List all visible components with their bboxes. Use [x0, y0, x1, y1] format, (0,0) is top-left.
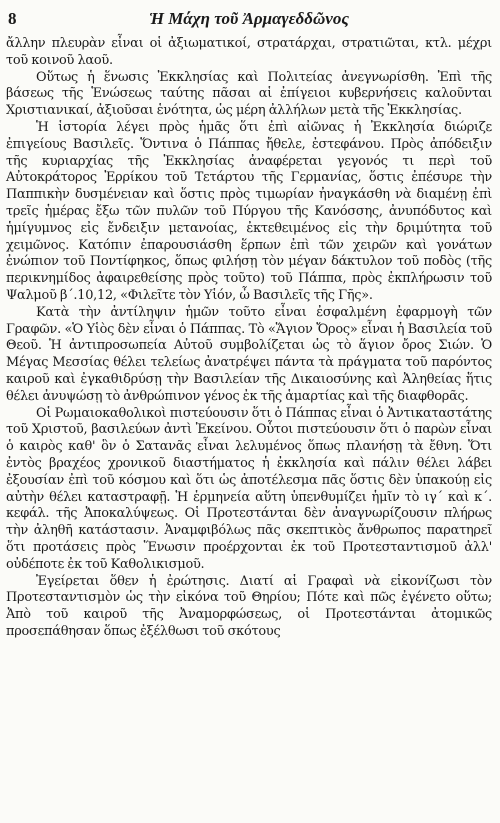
page-number: 8 [8, 9, 17, 28]
body-text [6, 36, 492, 641]
paragraph: Οἱ Ρωμαιοκαθολικοὶ πιστεύουσιν ὅτι ὁ Πάππας εἶναι ὁ Ἀντικαταστάτης τοῦ Χριστοῦ, βασιλεύων ἀντὶ Ἐκείνου. Οὗτοι πιστεύουσιν ὅτι ὁ παρὼν εἶναι ὁ καιρὸς καθ' ὃν ὁ Σατανᾶς εἶναι λελυμένος ὅπως πλανήσῃ τὰ ἔθνη. Ὅτι ἐντὸς βραχέος χρονικοῦ διαστήματος ἡ ἐκκλησία καὶ πάλιν θέλει λάβει ἐξουσίαν ἐπὶ τοῦ κόσμου καὶ ὅτι ὡς ἀποτέλεσμα πᾶς ὅστις δὲν ὑπακούῃ εἰς αὐτὴν θέλει καταστραφῇ. Ἡ ἑρμηνεία αὕτη ὑπενθυμίζει ἡμῖν τὸ ιγ΄ καὶ κ΄. κεφάλ. τῆς Ἀποκαλύψεως. Οἱ Προτεστάνται δὲν ἀναγνωρίζουσιν πλήρως τὴν ἀληθῆ κατάστασιν. Ἀναμφιβόλως πᾶς σκεπτικὸς ἄνθρωπος παρατηρεῖ ὅτι προτάσεις πρὸς Ἕνωσιν προέρχονται ἐκ τοῦ Προτεσταντισμοῦ ἀλλ' οὐδέποτε ἐκ τοῦ Καθολικισμοῦ. [6, 405, 492, 572]
paragraph: Ἡ ἱστορία λέγει πρὸς ἡμᾶς ὅτι ἐπὶ αἰῶνας ἡ Ἐκκλησία διώριζε ἐπιγείους Βασιλεῖς. Ὅντινα ὁ Πάππας ἤθελε, ἐστεφάνου. Πρὸς ἀπόδειξιν τῆς κυριαρχίας τῆς Ἐκκλησίας ἀναφέρεται γεγονός τι περὶ τοῦ Αὐτοκράτορος Ἐρρίκου τοῦ Τετάρτου τῆς Γερμανίας, ὅστις ἐπέσυρε τὴν Παππικὴν δυσμένειαν καὶ ὅστις πρὸς τιμωρίαν ἠναγκάσθη νὰ διαμένῃ ἐπὶ τρεῖς ἡμέρας ἔξω τῶν πυλῶν τοῦ Πύργου τῆς Κανόσσης, ἀνυπόδυτος καὶ ἡμίγυμνος εἰς ἔνδειξιν μετανοίας, ἐκτεθειμένος εἰς τὴν δριμύτητα τοῦ χειμῶνος. Κατόπιν ἐπαρουσιάσθη ἕρπων ἐπὶ τῶν χειρῶν καὶ γονάτων ἐνώπιον τοῦ Ποντίφηκος, ὅπως φιλήσῃ τὸν μέγαν δάκτυλον τοῦ ποδὸς (τῆς περικνημίδος ἀφαιρεθείσης πρὸς τοῦτο) τοῦ Πάππα, πρὸς ἐκπλήρωσιν τοῦ Ψαλμοῦ β΄.10,12, «Φιλεῖτε τὸν Υἱόν, ὦ Βασιλεῖς τῆς Γῆς». [6, 119, 492, 303]
paragraph: Ἐγείρεται ὅθεν ἡ ἐρώτησις. Διατί αἱ Γραφαὶ νὰ εἰκονίζωσι τὸν Προτεσταντισμὸν ὡς τὴν εἰκόνα τοῦ Θηρίου; Πότε καὶ πῶς ἐγένετο οὕτω; Ἀπὸ τοῦ καιροῦ τῆς Ἀναμορφώσεως, οἱ Προτεστάνται ἀτομικῶς προσεπάθησαν ὅπως ἐξέλθωσι τοῦ σκότους [6, 573, 492, 639]
paragraph: ἄλλην πλευρὰν εἶναι οἱ ἀξιωματικοί, στρατάρχαι, στρατιῶται, κτλ. μέχρι τοῦ κοινοῦ λαοῦ. [6, 36, 492, 68]
running-title: Ἡ Μάχη τοῦ Ἀρμαγεδδῶνος [149, 9, 349, 28]
paragraph: Οὕτως ἡ ἕνωσις Ἐκκλησίας καὶ Πολιτείας ἀνεγνωρίσθη. Ἐπὶ τῆς βάσεως τῆς Ἑνώσεως ταύτης πᾶσαι αἱ ἐπίγειοι κυβερνήσεις καλοῦνται Χριστιανικαί, ἀξιοῦσαι ἑνότητα, ὡς μέρη ἀλλήλων μετὰ τῆς Ἐκκλησίας. [6, 69, 492, 119]
page-header [8, 8, 490, 32]
paragraph: Κατὰ τὴν ἀντίληψιν ἡμῶν τοῦτο εἶναι ἐσφαλμένη ἐφαρμογὴ τῶν Γραφῶν. «Ὁ Υἱὸς δὲν εἶναι ὁ Πάππας. Τὸ «Ἅγιον Ὄρος» εἶναι ἡ Βασιλεία τοῦ Θεοῦ. Ἡ ἀντιπροσωπεία Αὐτοῦ συμβολίζεται ὡς τὸ ἅγιον ὄρος Σιών. Ὁ Μέγας Μεσσίας θέλει τελείως ἀνατρέψει πάντα τὰ πράγματα τοῦ παρόντος καιροῦ καὶ ἐγκαθιδρύσῃ τὴν Βασιλείαν τῆς Δικαιοσύνης καὶ Ἀληθείας ἥτις θέλει ἀνυψώσῃ τὸ ἀνθρώπινον γένος ἐκ τῆς ἁμαρτίας καὶ τῆς διαφθορᾶς. [6, 304, 492, 404]
